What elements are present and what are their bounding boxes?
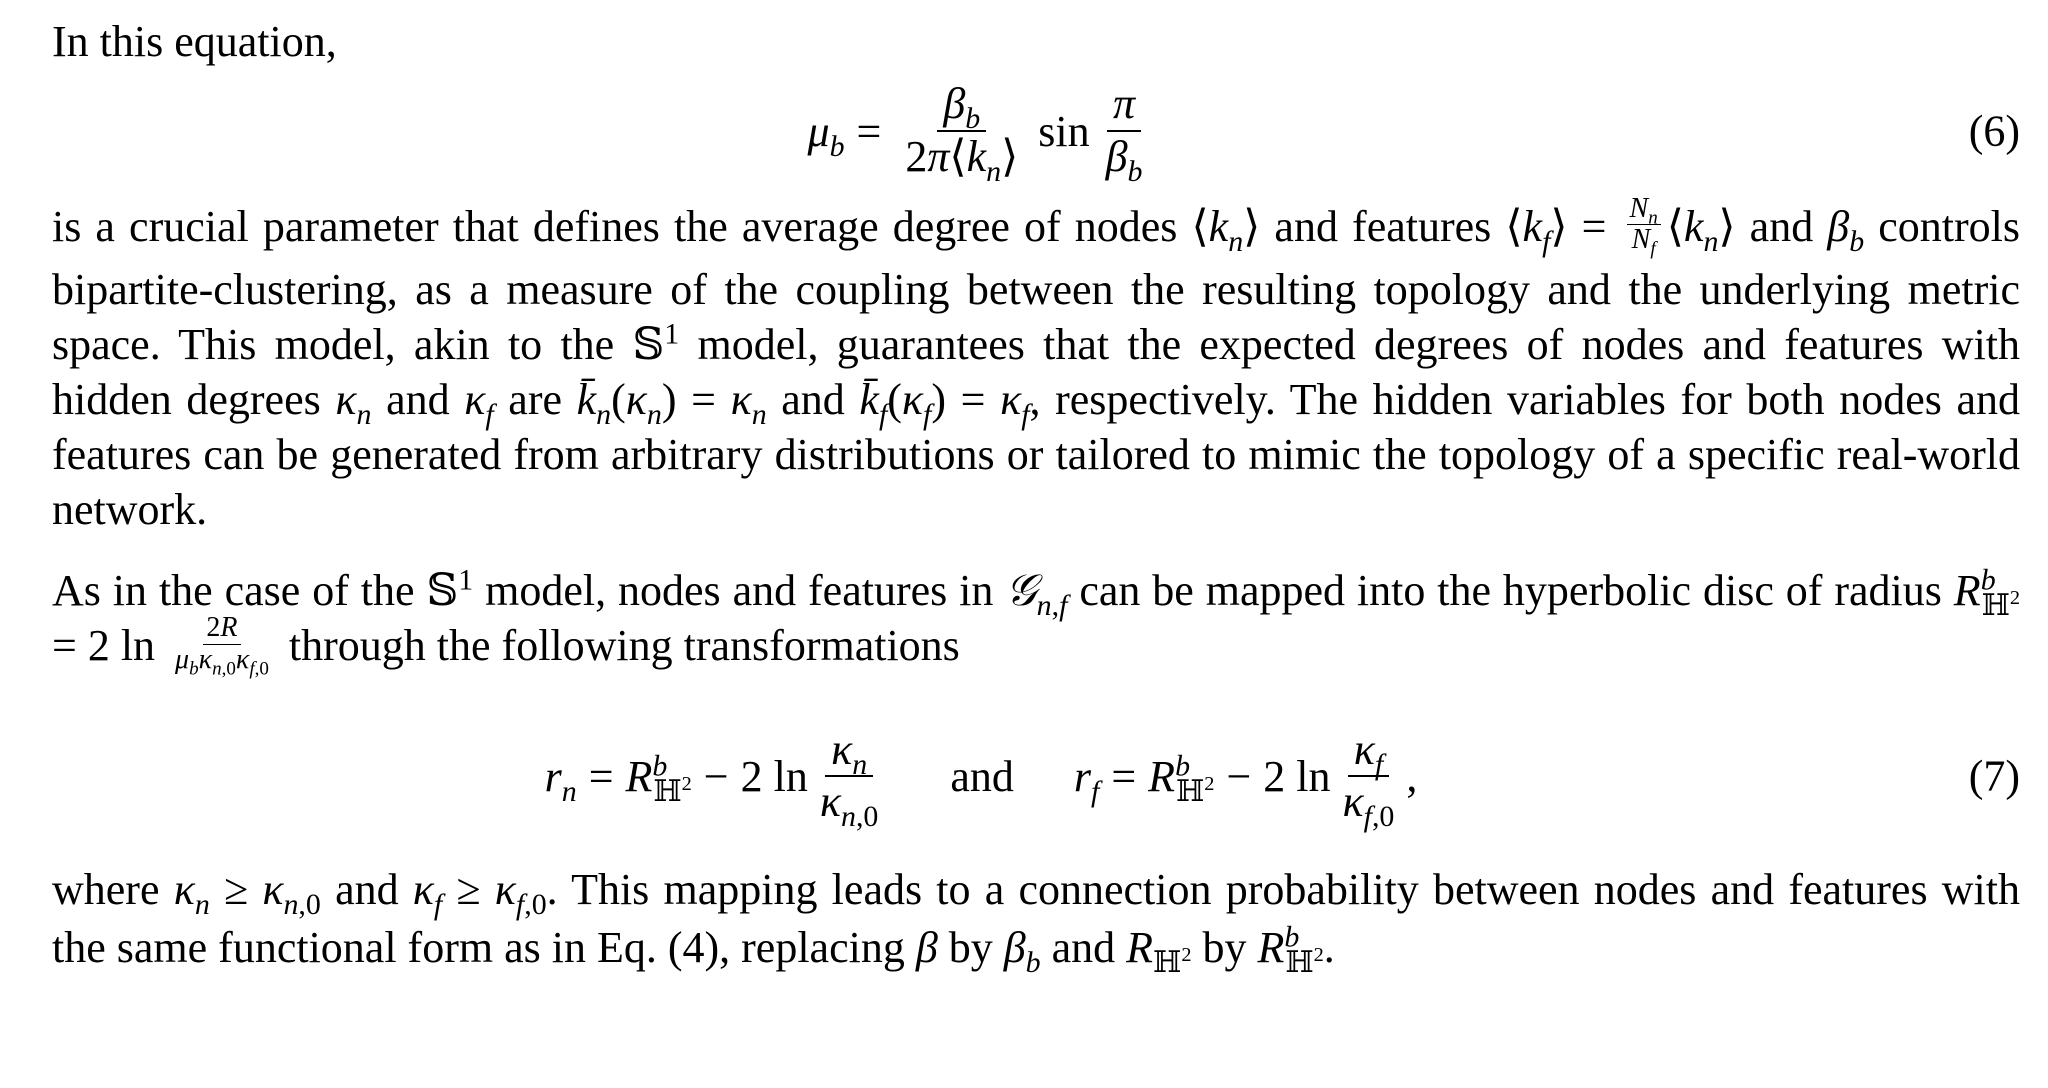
eq6-lhs: $\mu_b$ xyxy=(807,106,845,163)
radius-fraction: $\frac{2R}{\mu_b\kappa_{n,0}\kappa_{f,0}}$ xyxy=(175,611,269,680)
equation-7 xyxy=(52,701,2020,851)
eq6-fraction-1: $\frac{\beta_b}{2\pi⟨k_n⟩}$ xyxy=(905,79,1019,188)
eq6-fraction-2: $\frac{\pi}{\beta_b}$ xyxy=(1105,79,1143,188)
eq7-fraction-features: $\frac{\kappa_f}{\kappa_{f,0}}$ xyxy=(1342,724,1395,834)
nodes-features-ratio: $\frac{N_n}{N_f}$ xyxy=(1627,194,1661,257)
paragraph-1: is a crucial parameter that defines the average degree of nodes $⟨k_n⟩$ and features $⟨k_f⟩$ = $\frac{N_n}{N_f}$ $⟨k_n⟩$ and $\beta_b$ controls bipartite-clustering, as a measure of the coupling between the resulting topology and the underlying metric space. This model, akin to the 𝕊$^1$ model, guarantees that the expected degrees of nodes and features with hidden degrees $\kappa_n$ and $\kappa_f$ are $k̄_n(\kappa_n) = \kappa_n$ and $k̄_f(\kappa_f) = \kappa_f$, respectively. The hidden variables for both nodes and features can be generated from arbitrary distributions or tailored to mimic the topology of a specific real-world network. xyxy=(52,192,2021,535)
intro-text: In this equation, xyxy=(52,17,337,66)
paper-page xyxy=(52,0,2021,981)
paragraph-2: As in the case of the 𝕊$^1$ model, nodes and features in 𝒢$_{n,f}$ can be mapped into the hyperbolic disc of radius $R^b_{ℍ^2} = 2$ ln $\frac{2R}{\mu_b\kappa_{n,0}\kappa_{f,0}}$ through the following transformations xyxy=(52,563,2021,680)
equation-7-number: (7) xyxy=(1968,751,2020,801)
intro-line xyxy=(52,14,2020,69)
eq7-connector: and xyxy=(950,751,1014,801)
eq7-fraction-nodes: $\frac{\kappa_n}{\kappa_{n,0}}$ xyxy=(819,724,879,834)
paragraph-3: where $\kappa_n \ge \kappa_{n,0}$ and $\kappa_f \ge \kappa_{f,0}$. This mapping leads to a connection probability between nodes and features with the same functional form as in Eq. (4), replacing β by $\beta_b$ and $R_{ℍ^2}$ by $R^b_{ℍ^2}$. xyxy=(52,865,2021,981)
equation-6-body: $\mu_b$ = $\frac{\beta_b}{2\pi⟨k_n⟩}$ sin $\frac{\pi}{\beta_b}$ xyxy=(52,69,1910,193)
equation-6 xyxy=(52,69,2020,193)
equation-6-number: (6) xyxy=(1968,106,2020,156)
equation-7-body: $r_n$ = $R^b_{ℍ^2}$ − 2 ln $\frac{\kappa_n}{\kappa_{n,0}}$ and $r_f$ = $R^b_{ℍ^2}$ − 2 ln $\frac{\kappa_f}{\kappa_{f,0}}$ , xyxy=(544,724,1418,834)
